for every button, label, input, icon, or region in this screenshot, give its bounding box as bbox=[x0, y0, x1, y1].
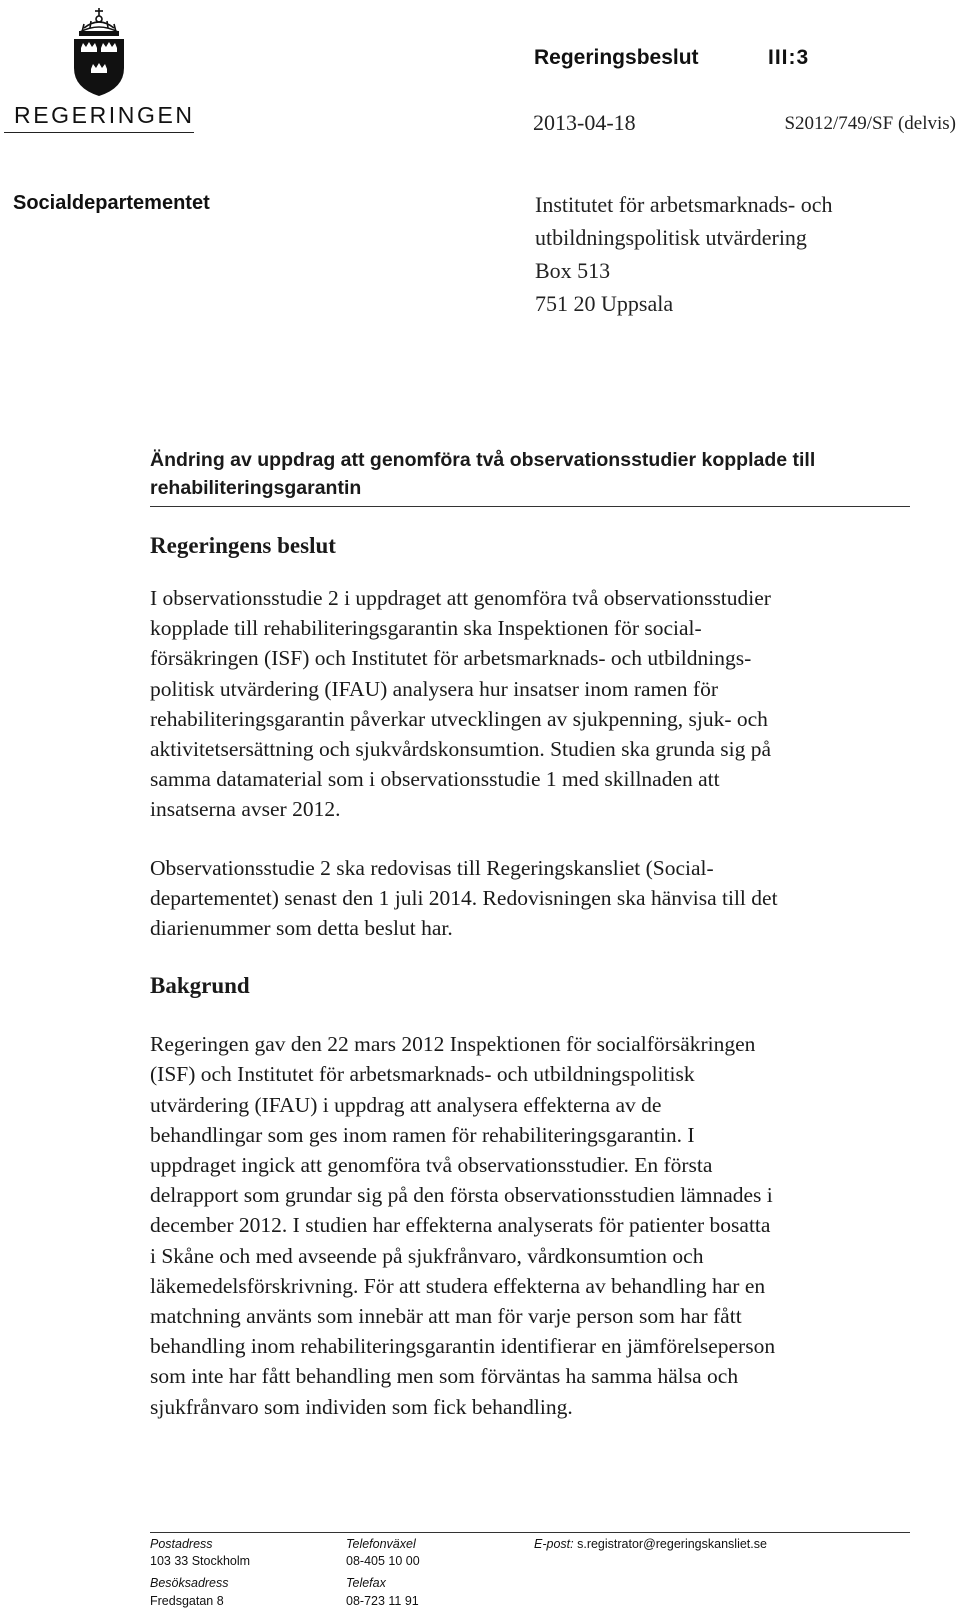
background-paragraph-1 bbox=[150, 1029, 910, 1422]
logo-wordmark: REGERINGEN bbox=[14, 102, 195, 128]
department-name: Socialdepartementet bbox=[13, 192, 210, 214]
text-line: diarienummer som detta beslut har. bbox=[150, 916, 453, 941]
text-line: uppdraget ingick att genomföra två observationsstudier. En första bbox=[150, 1153, 713, 1178]
diary-number-suffix: (delvis) bbox=[897, 113, 956, 134]
document-type: Regeringsbeslut bbox=[534, 46, 699, 69]
document-body bbox=[150, 446, 910, 1422]
recipient-line: 751 20 Uppsala bbox=[535, 291, 674, 316]
crown-three-crowns-shield-icon bbox=[66, 2, 132, 98]
text-line: (ISF) och Institutet för arbetsmarknads- och utbildningspolitisk bbox=[150, 1062, 695, 1087]
decision-heading: Regeringens beslut bbox=[150, 533, 336, 558]
switchboard-label: Telefonväxel bbox=[346, 1537, 416, 1551]
subject-line: Ändring av uppdrag att genomföra två observationsstudier kopplade till bbox=[150, 449, 816, 471]
visit-address-value: Fredsgatan 8 bbox=[150, 1594, 224, 1608]
text-line: som inte har fått behandling men som förväntas ha samma hälsa och bbox=[150, 1364, 739, 1389]
logo-divider bbox=[4, 132, 194, 133]
fax-value: 08-723 11 91 bbox=[346, 1594, 419, 1608]
decision-paragraph-2 bbox=[150, 853, 910, 944]
postal-address-label: Postadress bbox=[150, 1537, 213, 1551]
text-line: i Skåne och med avseende på sjukfrånvaro, vårdkonsumtion och bbox=[150, 1243, 704, 1268]
diary-number bbox=[716, 113, 956, 135]
visit-address-label: Besöksadress bbox=[150, 1576, 229, 1590]
subject-heading bbox=[150, 446, 910, 507]
page-number: III:3 bbox=[768, 46, 810, 69]
regeringen-logo bbox=[4, 0, 194, 140]
switchboard-value: 08-405 10 00 bbox=[346, 1554, 420, 1568]
postal-address-value: 103 33 Stockholm bbox=[150, 1554, 251, 1568]
text-line: samma datamaterial som i observationsstudie 1 med skillnaden att bbox=[150, 767, 720, 792]
text-line: matchning använts som innebär att man för varje person som har fått bbox=[150, 1304, 742, 1329]
email-label: E-post: bbox=[534, 1537, 574, 1551]
text-line: behandling inom rehabiliteringsgarantin identifierar en jämförelseperson bbox=[150, 1334, 776, 1359]
text-line: utvärdering (IFAU) i uppdrag att analysera effekterna av de bbox=[150, 1092, 662, 1117]
recipient-line: Institutet för arbetsmarknads- och bbox=[535, 192, 833, 217]
subject-line: rehabiliteringsgarantin bbox=[150, 477, 362, 499]
recipient-line: utbildningspolitisk utvärdering bbox=[535, 225, 807, 250]
text-line: Regeringen gav den 22 mars 2012 Inspektionen för socialförsäkringen bbox=[150, 1032, 756, 1057]
text-line: rehabiliteringsgarantin påverkar utvecklingen av sjukpenning, sjuk- och bbox=[150, 706, 768, 731]
text-line: sjukfrånvaro som individen som fick behandling. bbox=[150, 1394, 573, 1419]
footer-divider bbox=[150, 1532, 910, 1533]
text-line: aktivitetsersättning och sjukvårdskonsumtion. Studien ska grunda sig på bbox=[150, 737, 772, 762]
text-line: Observationsstudie 2 ska redovisas till Regeringskansliet (Social- bbox=[150, 855, 714, 880]
text-line: insatserna avser 2012. bbox=[150, 797, 341, 822]
decision-paragraph-1 bbox=[150, 583, 910, 825]
email-link[interactable]: s.registrator@regeringskansliet.se bbox=[577, 1537, 767, 1551]
email-contact bbox=[534, 1537, 767, 1551]
text-line: kopplade till rehabiliteringsgarantin ska Inspektionen för social- bbox=[150, 616, 702, 641]
text-line: försäkringen (ISF) och Institutet för arbetsmarknads- och utbildnings- bbox=[150, 646, 752, 671]
recipient-line: Box 513 bbox=[535, 258, 611, 283]
diary-number-value: S2012/749/SF bbox=[784, 113, 894, 134]
document-date: 2013-04-18 bbox=[533, 110, 636, 135]
background-heading: Bakgrund bbox=[150, 973, 250, 999]
text-line: läkemedelsförskrivning. För att studera effekterna av behandling har en bbox=[150, 1273, 766, 1298]
text-line: politisk utvärdering (IFAU) analysera hur insatser inom ramen för bbox=[150, 676, 718, 701]
text-line: december 2012. I studien har effekterna analyserats för patienter bosatta bbox=[150, 1213, 771, 1238]
text-line: I observationsstudie 2 i uppdraget att genomföra två observationsstudier bbox=[150, 586, 771, 610]
text-line: departementet) senast den 1 juli 2014. Redovisningen ska hänvisa till det bbox=[150, 885, 778, 910]
text-line: delrapport som grundar sig på den första observationsstudien lämnades i bbox=[150, 1183, 773, 1208]
text-line: behandlingar som ges inom ramen för rehabiliteringsgarantin. I bbox=[150, 1122, 695, 1147]
recipient-address bbox=[535, 188, 833, 320]
fax-label: Telefax bbox=[346, 1576, 386, 1590]
